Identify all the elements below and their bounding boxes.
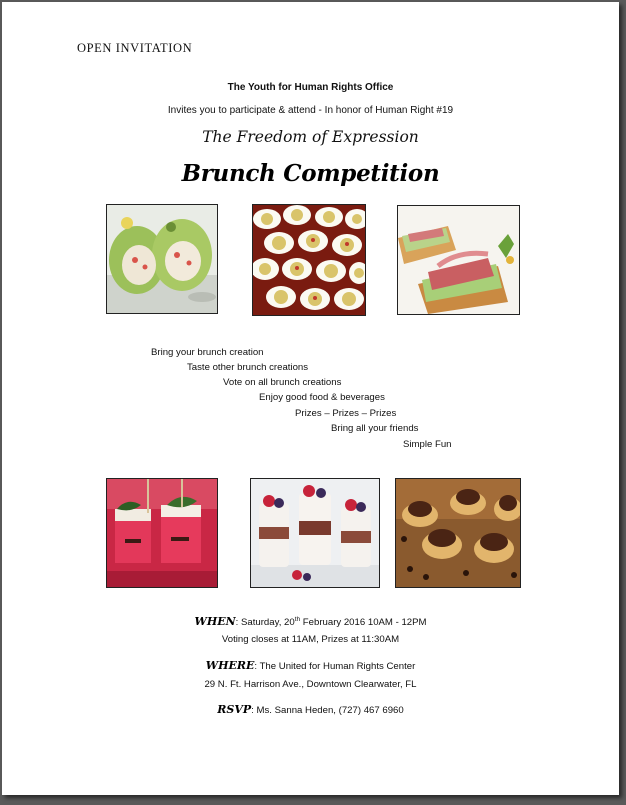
deviled-eggs-photo xyxy=(252,204,366,316)
activity-item: Prizes – Prizes – Prizes xyxy=(295,408,397,419)
invitation-page xyxy=(2,2,619,795)
rsvp-line xyxy=(2,703,619,716)
invitation-line: Invites you to participate & attend - In honor of Human Right #19 xyxy=(167,105,454,116)
when-date: : Saturday, 20 xyxy=(235,617,295,628)
where-line xyxy=(2,659,619,672)
when-line xyxy=(2,615,619,628)
voting-line: Voting closes at 11AM, Prizes at 11:30AM xyxy=(221,634,400,645)
activity-item: Bring all your friends xyxy=(331,423,419,434)
berry-parfaits-photo xyxy=(250,478,380,588)
where-venue: : The United for Human Rights Center xyxy=(254,661,416,672)
activity-item: Vote on all brunch creations xyxy=(223,377,342,388)
organization-name: The Youth for Human Rights Office xyxy=(227,82,394,93)
activity-item: Enjoy good food & beverages xyxy=(259,392,385,403)
lettuce-cups-photo xyxy=(106,204,218,314)
open-invitation-label: OPEN INVITATION xyxy=(77,41,193,55)
when-date-suffix: th xyxy=(294,616,301,623)
rsvp-contact: : Ms. Sanna Heden, (727) 467 6960 xyxy=(251,705,404,716)
watermelon-feta-bites-photo xyxy=(106,478,218,588)
rsvp-label: RSVP xyxy=(217,703,252,716)
address-line: 29 N. Ft. Harrison Ave., Downtown Clearwater, FL xyxy=(204,679,417,690)
event-subtitle: The Freedom of Expression xyxy=(202,128,419,146)
when-label: WHEN xyxy=(194,615,236,628)
event-title: Brunch Competition xyxy=(181,160,440,187)
activity-item: Taste other brunch creations xyxy=(187,362,309,373)
activity-item: Bring your brunch creation xyxy=(151,347,264,358)
where-label: WHERE xyxy=(205,659,255,672)
activity-item: Simple Fun xyxy=(403,439,452,450)
prosciutto-toast-photo xyxy=(397,205,520,315)
chocolate-tartlets-photo xyxy=(395,478,521,588)
when-time: February 2016 10AM - 12PM xyxy=(300,617,427,628)
